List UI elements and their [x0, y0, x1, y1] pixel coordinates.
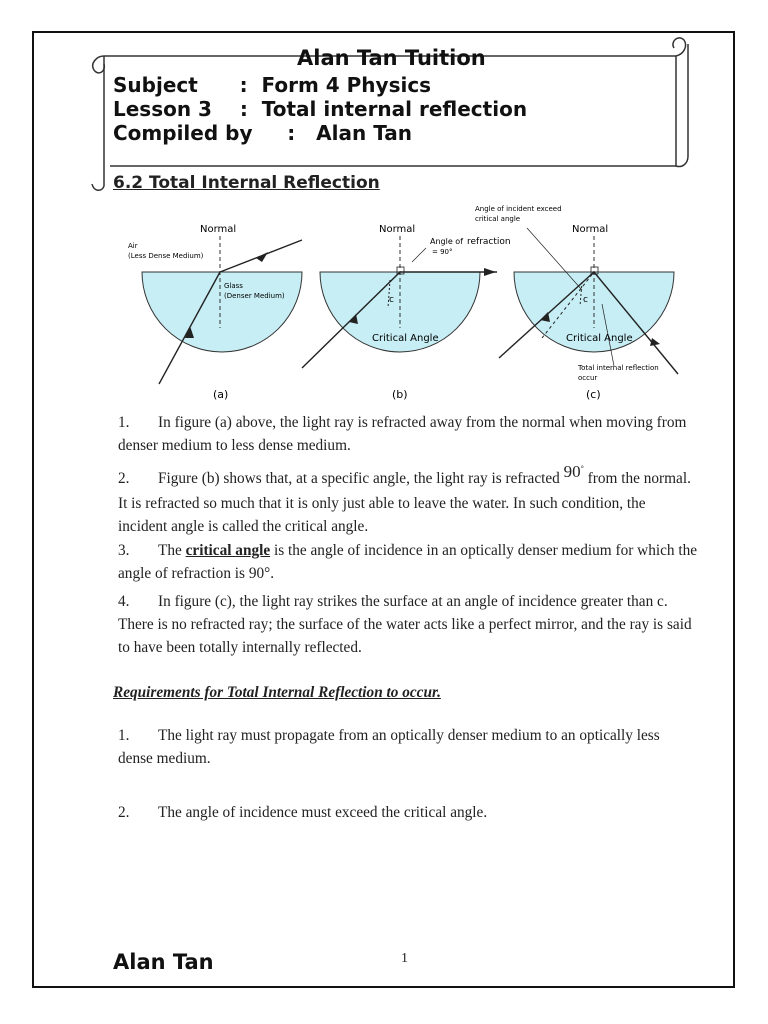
header-title: Alan Tan Tuition — [297, 46, 486, 70]
glass-label: Glass — [224, 282, 243, 290]
angle-of-label: Angle of — [430, 237, 464, 246]
figure-a — [128, 224, 302, 401]
paragraph-2 — [118, 462, 698, 538]
subject-line: Subject : Form 4 Physics — [113, 73, 432, 97]
lesson-line: Lesson 3 : Total internal reflection — [113, 97, 528, 121]
critical-angle-label: Critical Angle — [372, 333, 439, 344]
c-label: c — [583, 295, 588, 305]
req-number: 1. — [118, 727, 130, 744]
refraction-diagrams — [112, 198, 697, 406]
glass-medium-label: (Denser Medium) — [224, 292, 285, 300]
para-text: is the angle of incidence in an optically denser medium for which the angle of refraction is 90°. — [118, 542, 698, 582]
normal-label: Normal — [379, 224, 416, 235]
refraction-label: refraction — [467, 237, 511, 247]
requirement-1 — [118, 724, 698, 770]
c-label: c — [389, 295, 394, 305]
tir-occur-label: occur — [578, 374, 598, 382]
requirement-2 — [118, 801, 698, 824]
paragraph-1 — [118, 411, 698, 457]
critical-angle-note: critical angle — [475, 215, 521, 223]
tir-label: Total internal reflection — [578, 364, 659, 372]
normal-label: Normal — [572, 224, 609, 235]
critical-angle-term: critical angle — [185, 542, 271, 559]
incident-exceed-label: Angle of incident exceed — [475, 205, 562, 213]
air-label: Air — [128, 242, 138, 250]
footer-name: Alan Tan — [113, 950, 214, 974]
caption-a: (a) — [213, 388, 229, 401]
para-number: 1. — [118, 414, 130, 431]
para-text: In figure (a) above, the light ray is refracted away from the normal when moving from denser medium to less dense medium. — [118, 414, 687, 454]
ninety-label: = 90° — [432, 248, 453, 256]
para-text: from the normal. It is refracted so much that it is only just able to leave the water. In such condition, the incident angle is called the critical angle. — [118, 470, 691, 535]
para-text: In figure (c), the light ray strikes the surface at an angle of incidence greater than c. There is no refracted ray; the surface of the water acts like a perfect mirror, and the ray is said to have been totally internally reflected. — [118, 593, 692, 656]
para-number: 4. — [118, 593, 130, 610]
requirements-heading: Requirements for Total Internal Reflection to occur. — [113, 684, 441, 701]
ninety-value: 90 — [563, 462, 581, 481]
req-number: 2. — [118, 804, 130, 821]
paragraph-4 — [118, 590, 698, 659]
para-number: 3. — [118, 542, 130, 559]
para-text: The — [158, 542, 186, 559]
page-number: 1 — [401, 951, 408, 966]
figure-c — [475, 205, 678, 401]
critical-angle-label: Critical Angle — [566, 333, 633, 344]
caption-c: (c) — [586, 388, 601, 401]
figure-b — [302, 224, 511, 401]
compiled-line: Compiled by : Alan Tan — [113, 121, 413, 145]
caption-b: (b) — [392, 388, 408, 401]
paragraph-3 — [118, 539, 698, 585]
degree-symbol: ° — [580, 464, 584, 473]
air-medium-label: (Less Dense Medium) — [128, 252, 204, 260]
normal-label: Normal — [200, 224, 237, 235]
section-heading: 6.2 Total Internal Reflection — [113, 173, 380, 193]
para-text: Figure (b) shows that, at a specific angle, the light ray is refracted — [158, 470, 564, 487]
req-text: The light ray must propagate from an optically denser medium to an optically less dense medium. — [118, 727, 660, 767]
para-number: 2. — [118, 470, 130, 487]
req-text: The angle of incidence must exceed the critical angle. — [158, 804, 488, 821]
